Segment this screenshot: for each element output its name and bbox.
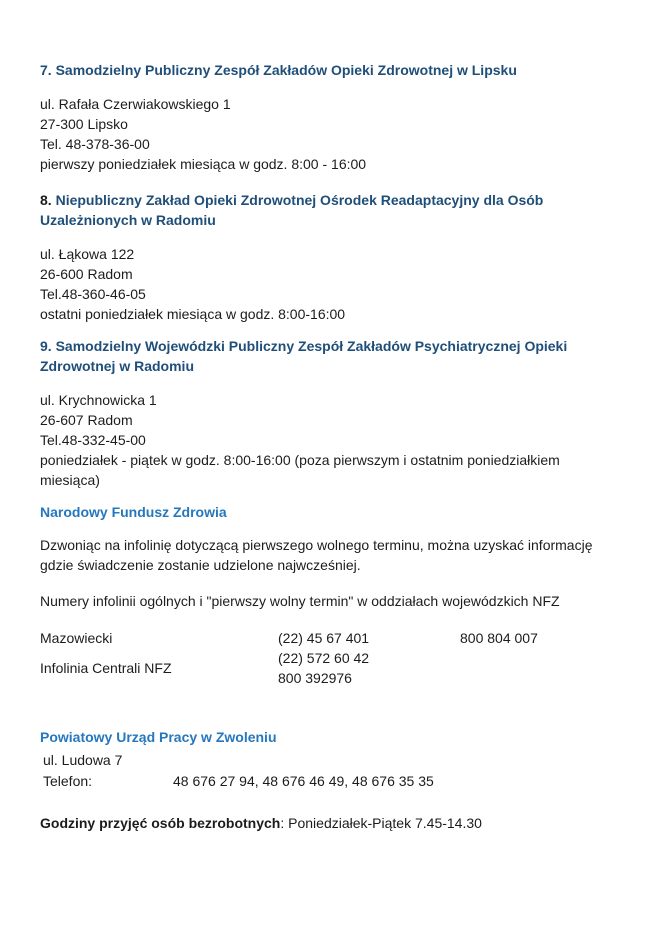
table-cell-phone-2-line2: 800 392976 bbox=[278, 670, 352, 686]
pup-hours-value: : Poniedziałek-Piątek 7.45-14.30 bbox=[280, 815, 482, 831]
section-8-hours: ostatni poniedziałek miesiąca w godz. 8:00-16:00 bbox=[40, 306, 346, 322]
pup-phone-row bbox=[40, 771, 633, 791]
pup-heading: Powiatowy Urząd Pracy w Zwoleniu bbox=[40, 729, 277, 745]
nfz-hotline-text: Numery infolinii ogólnych i "pierwszy wolny termin" w oddziałach wojewódzkich NFZ bbox=[40, 593, 560, 609]
nfz-intro-line2: gdzie świadczenie zostanie udzielone najwcześniej. bbox=[40, 557, 361, 573]
table-cell-region: Mazowiecki bbox=[40, 630, 113, 646]
nfz-intro-line1: Dzwoniąc na infolinię dotyczącą pierwszego wolnego terminu, można uzyskać informację bbox=[40, 537, 593, 553]
table-cell-phone-2-line1: (22) 572 60 42 bbox=[278, 650, 370, 666]
pup-hours-label: Godziny przyjęć osób bezrobotnych bbox=[40, 815, 281, 831]
section-9-hours-line1: poniedziałek - piątek w godz. 8:00-16:00 (poza pierwszym i ostatnim poniedziałkiem bbox=[40, 452, 560, 468]
table-cell-tollfree-1: 800 804 007 bbox=[460, 630, 538, 646]
section-7-city: 27-300 Lipsko bbox=[40, 116, 128, 132]
nfz-heading: Narodowy Fundusz Zdrowia bbox=[40, 504, 227, 520]
table-cell-empty bbox=[460, 648, 633, 688]
section-9-phone: Tel.48-332-45-00 bbox=[40, 432, 146, 448]
section-9-details bbox=[40, 390, 633, 490]
section-8-city: 26-600 Radom bbox=[40, 266, 133, 282]
pup-hours-row bbox=[40, 813, 633, 833]
table-cell-phone-1: (22) 45 67 401 bbox=[278, 630, 370, 646]
nfz-intro-paragraph bbox=[40, 535, 633, 575]
section-8-heading bbox=[40, 190, 633, 230]
section-7-title: Samodzielny Publiczny Zespół Zakładów Opieki Zdrowotnej w Lipsku bbox=[55, 62, 517, 78]
nfz-hotline-paragraph bbox=[40, 591, 633, 611]
section-9-title-line1: Samodzielny Wojewódzki Publiczny Zespół Zakładów Psychiatrycznej Opieki bbox=[55, 338, 568, 354]
table-cell-phone-2 bbox=[278, 648, 460, 688]
nfz-phone-table bbox=[40, 628, 633, 688]
section-7-heading-line bbox=[40, 62, 517, 78]
section-8-phone: Tel.48-360-46-05 bbox=[40, 286, 146, 302]
section-9-street: ul. Krychnowicka 1 bbox=[40, 392, 157, 408]
section-7-hours: pierwszy poniedziałek miesiąca w godz. 8:00 - 16:00 bbox=[40, 156, 367, 172]
section-7-heading bbox=[40, 60, 633, 80]
section-8-street: ul. Łąkowa 122 bbox=[40, 246, 135, 262]
section-7-number: 7. bbox=[40, 62, 52, 78]
table-cell-central: Infolinia Centrali NFZ bbox=[40, 660, 172, 676]
section-9-number: 9. bbox=[40, 338, 52, 354]
section-9-hours-line2: miesiąca) bbox=[40, 472, 100, 488]
section-7-phone: Tel. 48-378-36-00 bbox=[40, 136, 150, 152]
section-7-details bbox=[40, 94, 633, 174]
section-8-title-line2: Uzależnionych w Radomiu bbox=[40, 212, 216, 228]
section-9-city: 26-607 Radom bbox=[40, 412, 133, 428]
pup-address: ul. Ludowa 7 bbox=[43, 752, 123, 768]
section-8-title-line1: Niepubliczny Zakład Opieki Zdrowotnej Ośrodek Readaptacyjny dla Osób bbox=[55, 192, 544, 208]
section-9-heading bbox=[40, 336, 633, 376]
pup-phone-numbers: 48 676 27 94, 48 676 46 49, 48 676 35 35 bbox=[173, 773, 434, 789]
section-7-street: ul. Rafała Czerwiakowskiego 1 bbox=[40, 96, 231, 112]
section-8-number: 8. bbox=[40, 192, 52, 208]
pup-phone-label: Telefon: bbox=[43, 773, 93, 789]
section-9-title-line2: Zdrowotnej w Radomiu bbox=[40, 358, 194, 374]
section-8-details bbox=[40, 244, 633, 324]
